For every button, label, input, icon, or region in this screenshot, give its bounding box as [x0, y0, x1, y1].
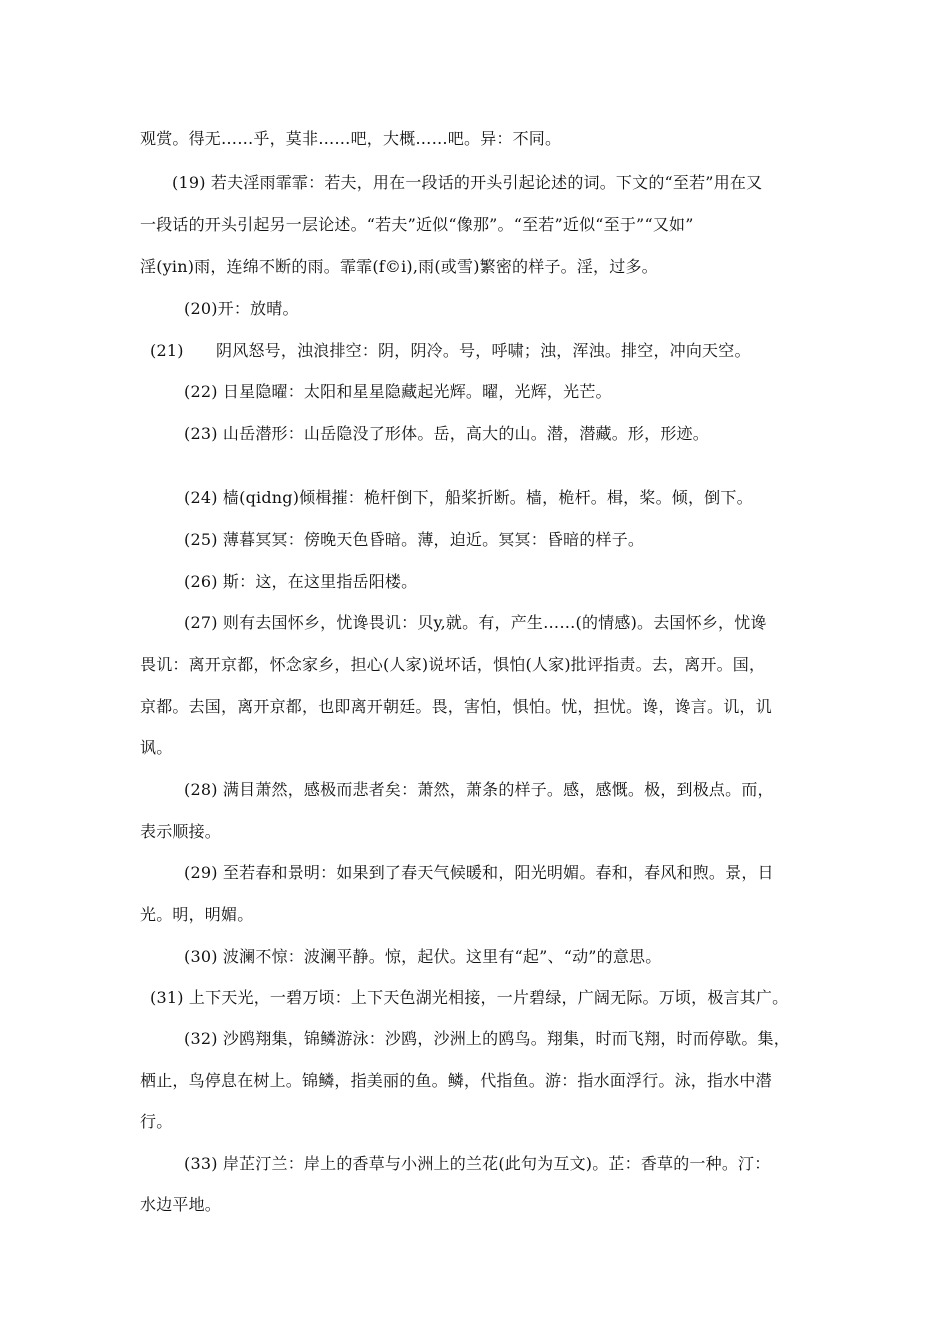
text-line: (32) 沙鸥翔集，锦鳞游泳：沙鸥，沙洲上的鸥鸟。翔集，时而飞翔，时而停歇。集，	[184, 1029, 790, 1048]
text-line: (20)开：放晴。	[184, 299, 299, 318]
text-line: 水边平地。	[140, 1195, 222, 1214]
text-line: 畏讥：离开京都，怀念家乡，担心(人家)说坏话，惧怕(人家)批评指责。去，离开。国，	[140, 655, 766, 674]
text-line: (27) 则有去国怀乡，忧谗畏讥：贝y,就。有，产生……(的情感)。去国怀乡，忧谗	[184, 613, 767, 632]
text-line: (25) 薄暮冥冥：傍晚天色昏暗。薄，迫近。冥冥：昏暗的样子。	[184, 530, 645, 549]
text-line: 表示顺接。	[140, 822, 222, 841]
text-line: (19) 若夫淫雨霏霏：若夫，用在一段话的开头引起论述的词。下文的“至若”用在又	[172, 173, 763, 192]
text-line: 淫(yin)雨，连绵不断的雨。霏霏(f©i),雨(或雪)繁密的样子。淫，过多。	[140, 257, 658, 276]
text-line: (30) 波澜不惊：波澜平静。惊，起伏。这里有“起”、“动”的意思。	[184, 947, 662, 966]
text-line: (28) 满目萧然，感极而悲者矣：萧然，萧条的样子。感，感慨。极，到极点。而，	[184, 780, 774, 799]
text-line: (23) 山岳潜形：山岳隐没了形体。岳，高大的山。潜，潜藏。形，形迹。	[184, 424, 709, 443]
text-line: (21) 阴风怒号，浊浪排空：阴，阴冷。号，呼啸；浊，浑浊。排空，冲向天空。	[150, 341, 751, 360]
text-line: 光。明，明媚。	[140, 905, 254, 924]
text-line: (33) 岸芷汀兰：岸上的香草与小洲上的兰花(此句为互文)。芷：香草的一种。汀：	[184, 1154, 771, 1173]
text-line: (26) 斯：这，在这里指岳阳楼。	[184, 572, 418, 591]
text-line: (29) 至若春和景明：如果到了春天气候暖和，阳光明媚。春和，春风和煦。景，日	[184, 863, 774, 882]
text-line: 栖止，鸟停息在树上。锦鳞，指美丽的鱼。鳞，代指鱼。游：指水面浮行。泳，指水中潜	[140, 1071, 772, 1090]
text-line: 观赏。得无……乎，莫非……吧，大概……吧。异：不同。	[140, 129, 562, 148]
text-line: (31) 上下天光，一碧万顷：上下天色湖光相接，一片碧绿，广阔无际。万顷，极言其广。	[150, 988, 789, 1007]
text-line: 京都。去国，离开京都，也即离开朝廷。畏，害怕，惧怕。忧，担忧。谗，谗言。讥，讥	[140, 697, 772, 716]
text-line: 行。	[140, 1112, 173, 1131]
text-line: (24) 樯(qidng)倾楫摧：桅杆倒下，船桨折断。樯，桅杆。楫，桨。倾，倒下。	[184, 488, 753, 507]
text-line: (22) 日星隐曜：太阳和星星隐藏起光辉。曜，光辉，光芒。	[184, 382, 612, 401]
text-line: 一段话的开头引起另一层论述。“若夫”近似“像那”。“至若”近似“至于”“又如”	[140, 215, 694, 234]
text-line: 讽。	[140, 738, 173, 757]
